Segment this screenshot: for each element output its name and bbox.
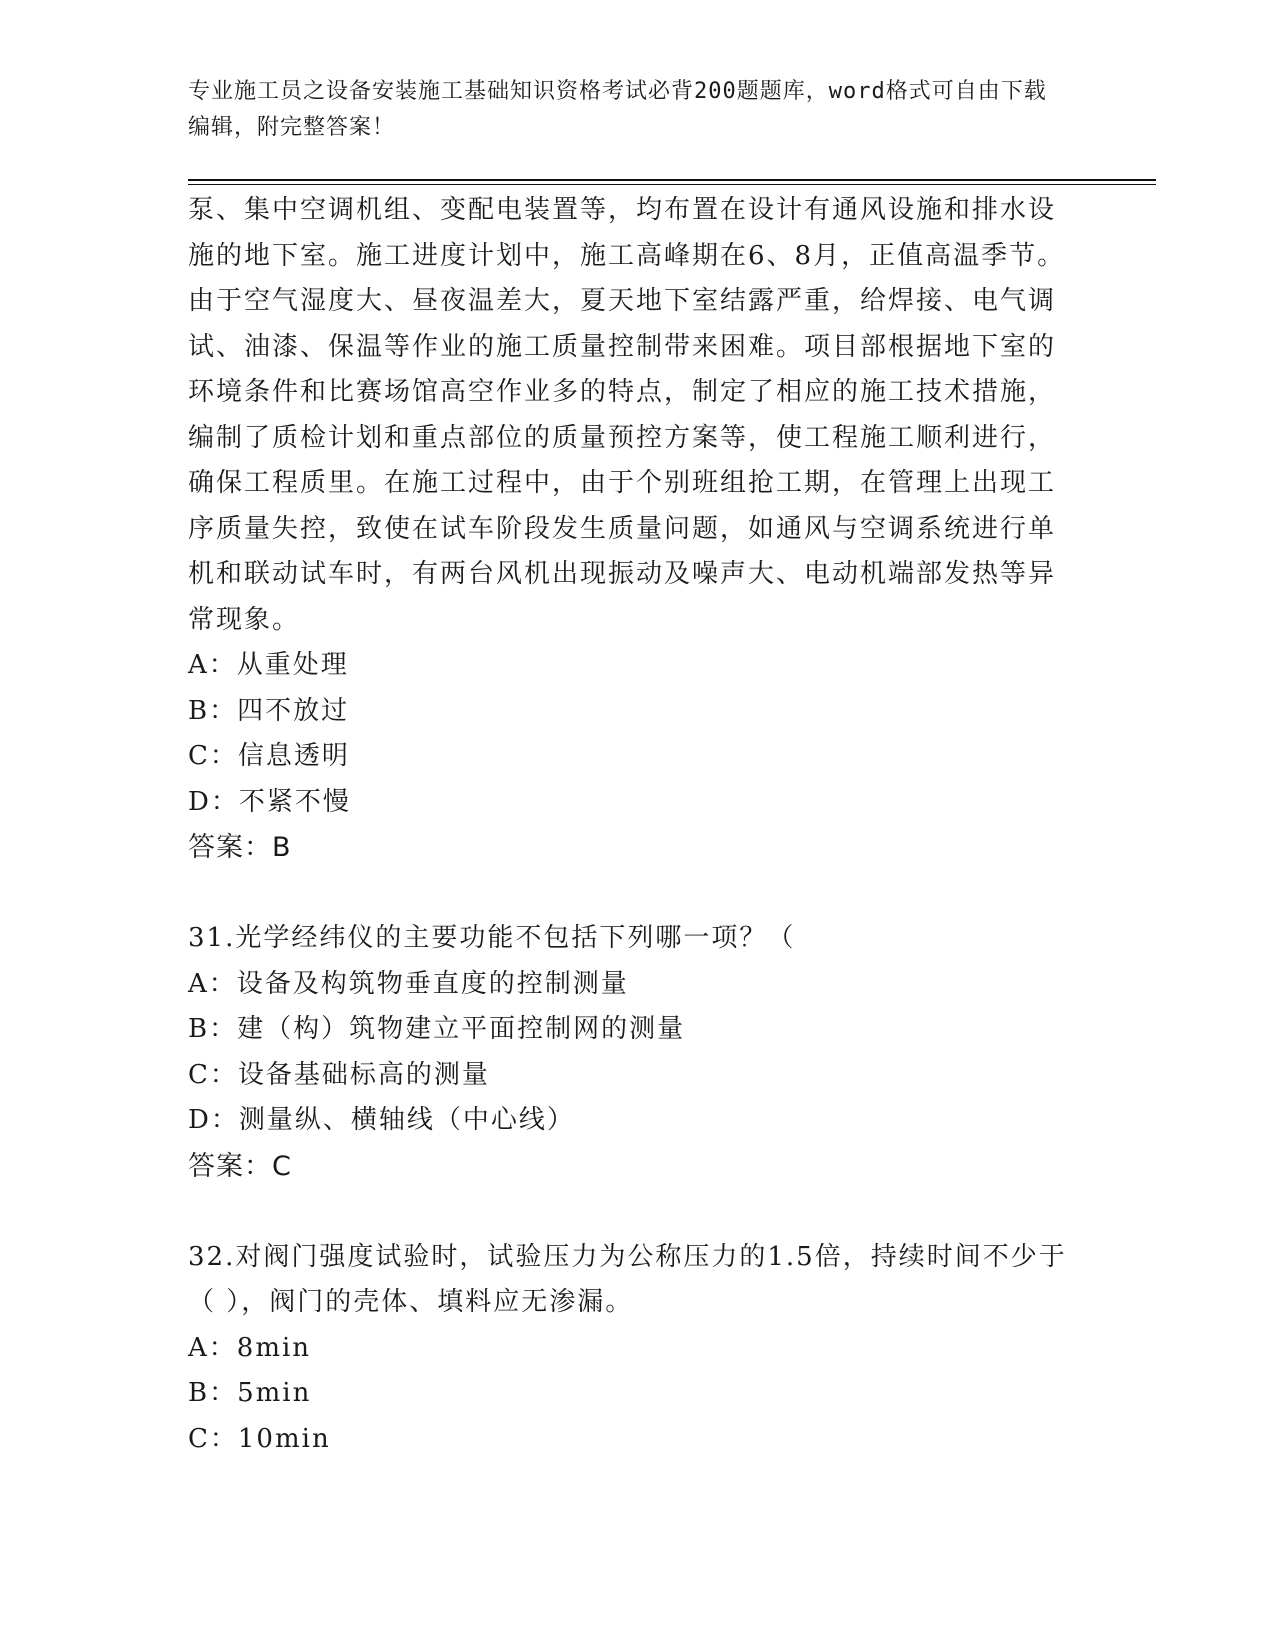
question-31-option-d: D：测量纵、横轴线（中心线） [188, 1105, 575, 1135]
document-header [188, 74, 1068, 146]
question-32-option-c: C：10min [188, 1423, 331, 1454]
document-body [188, 188, 1068, 1462]
question-30-answer: 答案：B [188, 832, 292, 863]
question-30-option-b: B：四不放过 [188, 695, 350, 726]
question-30-option-c: C：信息透明 [188, 741, 350, 771]
question-30-paragraph: 泵、集中空调机组、变配电装置等，均布置在设计有通风设施和排水设施的地下室。施工进度计划中，施工高峰期在6、8月，正值高温季节。由于空气湿度大、昼夜温差大，夏天地下室结露严重，给焊接、电气调试、油漆、保温等作业的施工质量控制带来困难。项目部根据地下室的环境条件和比赛场馆高空作业多的特点，制定了相应的施工技术措施，编制了质检计划和重点部位的质量预控方案等，使工程施工顺利进行，确保工程质里。在施工过程中，由于个别班组抢工期，在管理上出现工序质量失控，致使在试车阶段发生质量问题，如通风与空调系统进行单机和联动试车时，有两台风机出现振动及噪声大、电动机端部发热等异常现象。 [188, 195, 1066, 635]
question-30-continued [188, 188, 1068, 871]
question-31-option-b: B：建（构）筑物建立平面控制网的测量 [188, 1014, 686, 1044]
question-32 [188, 1235, 1068, 1463]
question-31 [188, 916, 1068, 1189]
question-31-option-c: C：设备基础标高的测量 [188, 1059, 490, 1090]
header-text: 专业施工员之设备安装施工基础知识资格考试必背200题题库，word格式可自由下载编辑，附完整答案！ [188, 79, 1047, 140]
question-30-option-a: A：从重处理 [188, 650, 349, 680]
question-31-answer: 答案：C [188, 1150, 292, 1182]
header-divider-thick [188, 179, 1156, 181]
header-divider-thin [188, 184, 1156, 185]
question-31-option-a: A：设备及构筑物垂直度的控制测量 [188, 968, 629, 999]
question-32-text: 32.对阀门强度试验时，试验压力为公称压力的1.5倍，持续时间不少于（ ），阀门的壳体、填料应无渗漏。 [188, 1241, 1067, 1317]
question-32-option-b: B：5min [188, 1378, 312, 1408]
question-31-text: 31.光学经纬仪的主要功能不包括下列哪一项？（ [188, 923, 796, 953]
question-32-option-a: A：8min [188, 1332, 312, 1363]
question-30-option-d: D：不紧不慢 [188, 786, 351, 817]
